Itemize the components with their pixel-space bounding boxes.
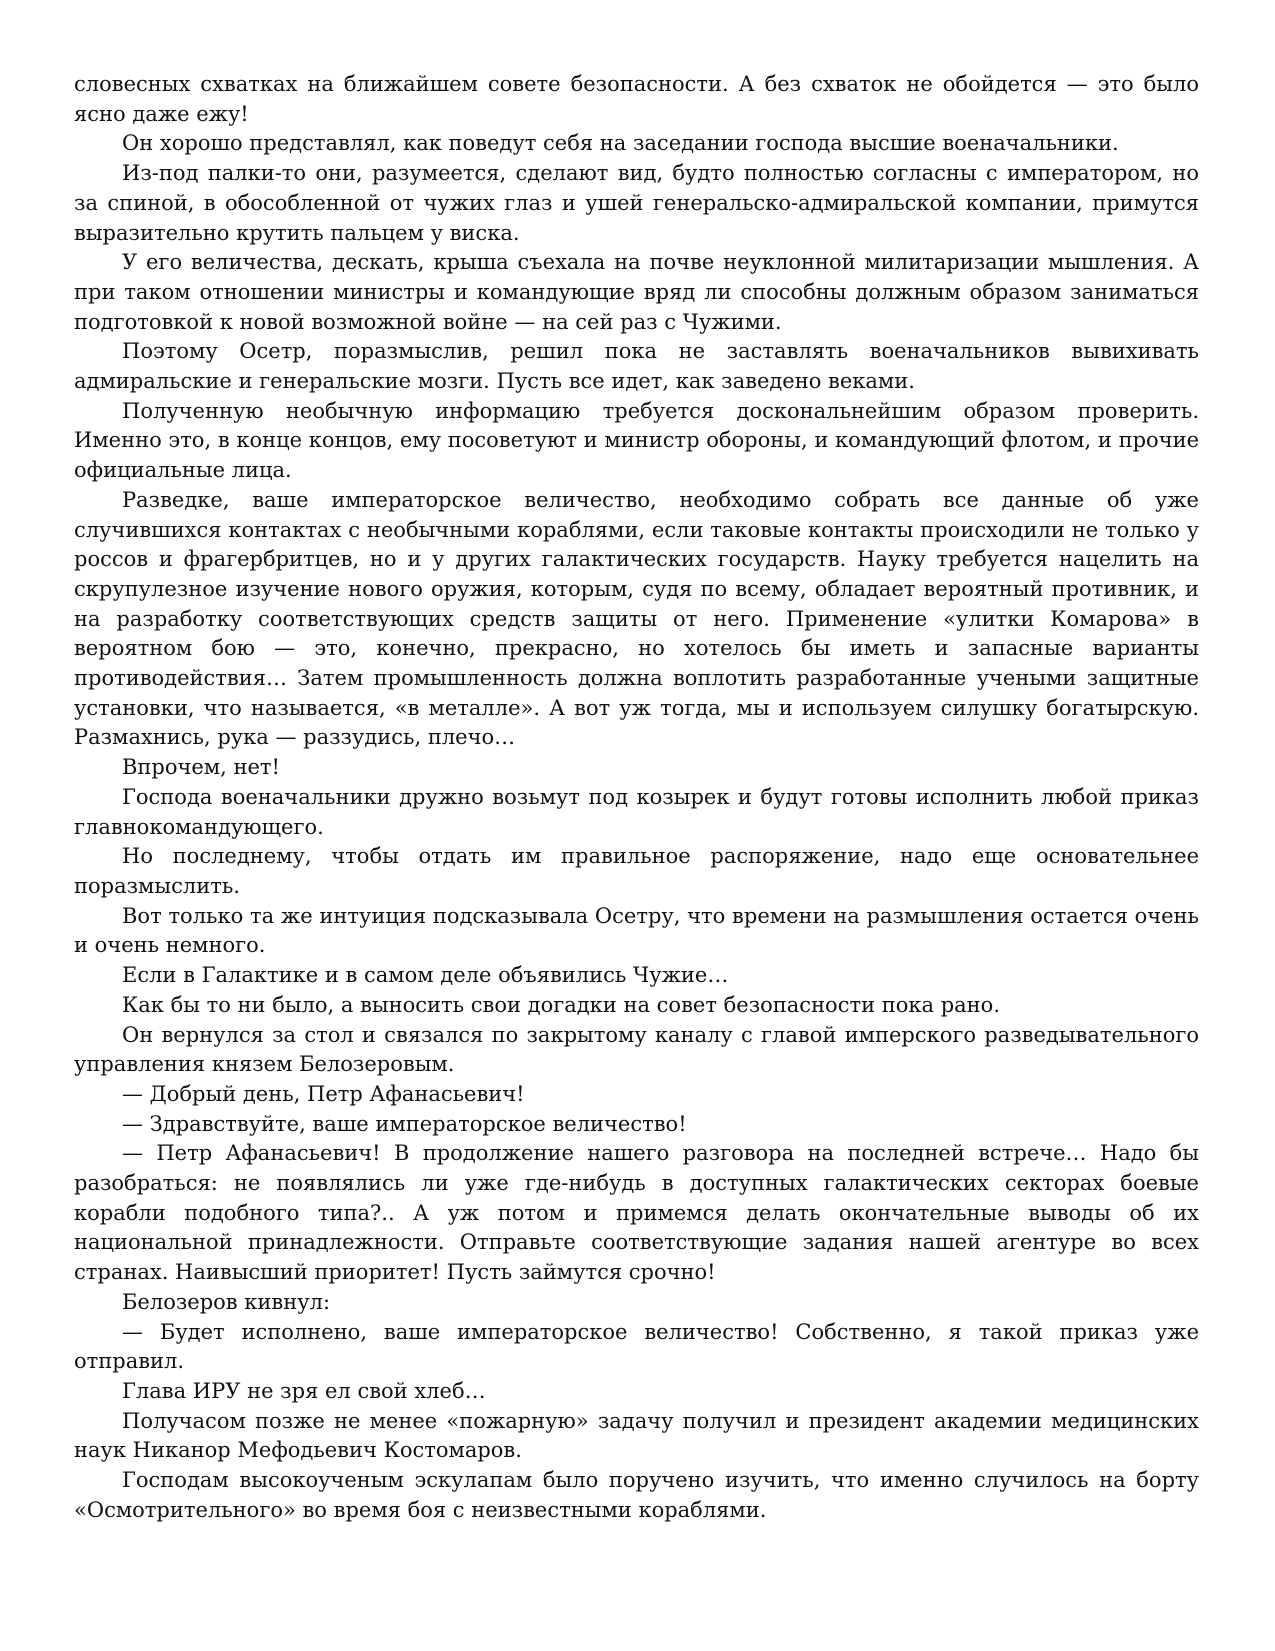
paragraph-2: Он хорошо представлял, как поведут себя на заседании господа высшие военачальники.: [122, 131, 1119, 156]
dialogue-line: — Будет исполнено, ваше императорское величество! Собственно, я такой приказ уже отправил.: [74, 1319, 1199, 1374]
paragraph-20: Глава ИРУ не зря ел свой хлеб…: [122, 1378, 486, 1403]
paragraph-10: Но последнему, чтобы отдать им правильное распоряжение, надо еще основательнее поразмыслить.: [74, 844, 1199, 898]
paragraph-8: Впрочем, нет!: [122, 755, 280, 780]
paragraph-3: Из-под палки-то они, разумеется, сделают вид, будто полностью согласны с императором, но за спиной, в обособленной от чужих глаз и ушей генеральско-адмиральской компании, примутся выразительно крутить пальцем у виска.: [74, 161, 1199, 245]
paragraph-18: Белозеров кивнул:: [122, 1289, 331, 1314]
paragraph-12: Если в Галактике и в самом деле объявились Чужие…: [122, 963, 729, 988]
paragraph-21: Получасом позже не менее «пожарную» задачу получил и президент академии медицинских наук Никанор Мефодьевич Костомаров.: [74, 1408, 1199, 1463]
dialogue-line: — Добрый день, Петр Афанасьевич!: [122, 1081, 525, 1106]
dialogue-line: — Здравствуйте, ваше императорское величество!: [122, 1111, 687, 1136]
paragraph-9: Господа военачальники дружно возьмут под козырек и будут готовы исполнить любой приказ главнокомандующего.: [74, 784, 1199, 839]
paragraph-6: Полученную необычную информацию требуется доскональнейшим образом проверить. Именно это, в конце концов, ему посоветуют и министр обороны, и командующий флотом, и прочие официальные лица.: [74, 398, 1199, 483]
paragraph-13: Как бы то ни было, а выносить свои догадки на совет безопасности пока рано.: [122, 992, 1000, 1017]
paragraph-5: Поэтому Осетр, поразмыслив, решил пока не заставлять военачальников вывихивать адмиральские и генеральские мозги. Пусть все идет, как заведено веками.: [74, 339, 1199, 394]
paragraph-22: Господам высокоученым эскулапам было поручено изучить, что именно случилось на борту «Осмотрительного» во время боя с неизвестными кораблями.: [74, 1468, 1199, 1522]
paragraph-11: Вот только та же интуиция подсказывала Осетру, что времени на размышления остается очень и очень немного.: [74, 903, 1199, 958]
paragraph-7: Разведке, ваше императорское величество, необходимо собрать все данные об уже случившихся контактах с необычными кораблями, если таковые контакты происходили не только у россов и фрагербритцев, но и у других галактических государств. Науку требуется нацелить на скрупулезное изучение нового оружия, которым, судя по всему, обладает вероятный противник, и на разработку соответствующих средств защиты от него. Применение «улитки Комарова» в вероятном бою — это, конечно, прекрасно, но хотелось бы иметь и запасные варианты противодействия… Затем промышленность должна воплотить разработанные учеными защитные установки, что называется, «в металле». А вот уж тогда, мы и используем силушку богатырскую. Размахнись, рука — раззудись, плечо…: [74, 487, 1199, 750]
paragraph-14: Он вернулся за стол и связался по закрытому каналу с главой имперского разведывательного управления князем Белозеровым.: [74, 1022, 1199, 1077]
dialogue-line: — Петр Афанасьевич! В продолжение нашего разговора на последней встрече… Надо бы разобраться: не появлялись ли уже где-нибудь в доступных галактических секторах боевые корабли подобного типа?.. А уж потом и примемся делать окончательные выводы об их национальной принадлежности. Отправьте соответствующие задания нашей агентуре во всех странах. Наивысший приоритет! Пусть займутся срочно!: [74, 1141, 1199, 1285]
paragraph-4: У его величества, дескать, крыша съехала на почве неуклонной милитаризации мышления. А при таком отношении министры и командующие вряд ли способны должным образом заниматься подготовкой к новой возможной войне — на сей раз с Чужими.: [74, 250, 1199, 334]
paragraph-1: словесных схватках на ближайшем совете безопасности. А без схваток не обойдется — это было ясно даже ежу!: [74, 72, 1199, 126]
